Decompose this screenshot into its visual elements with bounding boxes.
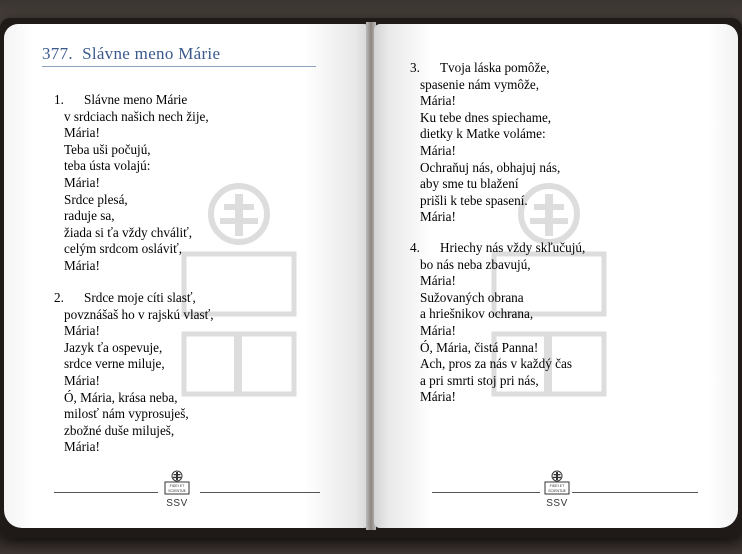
stanza-2 xyxy=(54,290,214,456)
page-title xyxy=(42,44,220,64)
stanza-line: Mária! xyxy=(420,273,456,289)
stanza-line: Mária! xyxy=(64,323,100,339)
stanza-line: Mária! xyxy=(420,322,456,338)
right-page xyxy=(374,24,738,528)
svg-text:FIDEI ET: FIDEI ET xyxy=(549,484,565,488)
ssv-logo xyxy=(542,470,572,510)
stanza-number: 1. xyxy=(54,92,64,107)
footer-rule xyxy=(200,492,320,493)
svg-text:SCIENTIÆ: SCIENTIÆ xyxy=(168,489,186,493)
left-page xyxy=(4,24,370,528)
svg-text:SCIENTIÆ: SCIENTIÆ xyxy=(548,489,566,493)
footer-rule xyxy=(54,492,158,493)
stanza-line: Mária! xyxy=(420,209,456,225)
stanza-line: raduje sa, xyxy=(64,208,115,224)
stanza-line: Ku tebe dnes spiechame, xyxy=(420,109,552,125)
stanza-line: Mária! xyxy=(420,93,456,109)
stanza-line: Sužovaných obrana xyxy=(420,289,524,305)
stanza-line: Slávne meno Márie xyxy=(84,92,188,107)
stanza-line: prišli k tebe spasení. xyxy=(420,192,528,208)
svg-text:SSV: SSV xyxy=(166,498,188,509)
hymn-number: 377. xyxy=(42,44,73,63)
stanza-4 xyxy=(410,240,585,406)
stanza-number: 3. xyxy=(410,60,420,75)
stanza-line: Mária! xyxy=(420,389,456,405)
stanza-line: Mária! xyxy=(64,174,100,190)
stanza-line: Mária! xyxy=(64,125,100,141)
stanza-line: Ochraňuj nás, obhajuj nás, xyxy=(420,159,561,175)
stanza-line: spasenie nám vymôže, xyxy=(420,76,540,92)
stanza-3 xyxy=(410,60,560,226)
stanza-line: Ó, Mária, krása neba, xyxy=(64,389,178,405)
stanza-line: milosť nám vyprosuješ, xyxy=(64,406,189,422)
stanza-number: 2. xyxy=(54,290,64,305)
stanza-line: Mária! xyxy=(64,439,100,455)
stanza-1 xyxy=(54,92,209,275)
stanza-line: Ach, pros za nás v každý čas xyxy=(420,356,572,372)
stanza-line: zbožné duše miluješ, xyxy=(64,422,175,438)
stanza-line: a hriešnikov ochrana, xyxy=(420,306,534,322)
stanza-number: 4. xyxy=(410,240,420,255)
stanza-line: aby sme tu blažení xyxy=(420,176,519,192)
stanza-line: Srdce moje cíti slasť, xyxy=(84,290,196,305)
stanza-line: Mária! xyxy=(420,142,456,158)
footer-rule xyxy=(572,492,698,493)
stanza-line: v srdciach našich nech žije, xyxy=(64,108,209,124)
stanza-line: žiada si ťa vždy chváliť, xyxy=(64,224,193,240)
stanza-line: Teba uši počujú, xyxy=(64,141,151,157)
stanza-line: a pri smrti stoj pri nás, xyxy=(420,372,539,388)
stanza-line: bo nás neba zbavujú, xyxy=(420,256,531,272)
stanza-line: Hriechy nás vždy skľučujú, xyxy=(440,240,586,255)
hymn-title: Slávne meno Márie xyxy=(82,44,221,63)
stanza-line: Mária! xyxy=(64,372,100,388)
stanza-line: Jazyk ťa ospevuje, xyxy=(64,339,163,355)
stanza-line: teba ústa volajú: xyxy=(64,158,151,174)
stanza-line: Tvoja láska pomôže, xyxy=(440,60,550,75)
footer-rule xyxy=(432,492,540,493)
stanza-line: Ó, Mária, čistá Panna! xyxy=(420,339,539,355)
stanza-line: Srdce plesá, xyxy=(64,191,128,207)
stanza-line: dietky k Matke voláme: xyxy=(420,126,546,142)
stanza-line: celým srdcom osláviť, xyxy=(64,241,183,257)
svg-text:FIDEI ET: FIDEI ET xyxy=(169,484,185,488)
title-underline xyxy=(42,66,316,67)
stanza-line: Mária! xyxy=(64,257,100,273)
stanza-line: srdce verne miluje, xyxy=(64,356,165,372)
ssv-logo xyxy=(162,470,192,510)
svg-text:SSV: SSV xyxy=(546,498,568,509)
stanza-line: povznášaš ho v rajskú vlasť, xyxy=(64,306,214,322)
